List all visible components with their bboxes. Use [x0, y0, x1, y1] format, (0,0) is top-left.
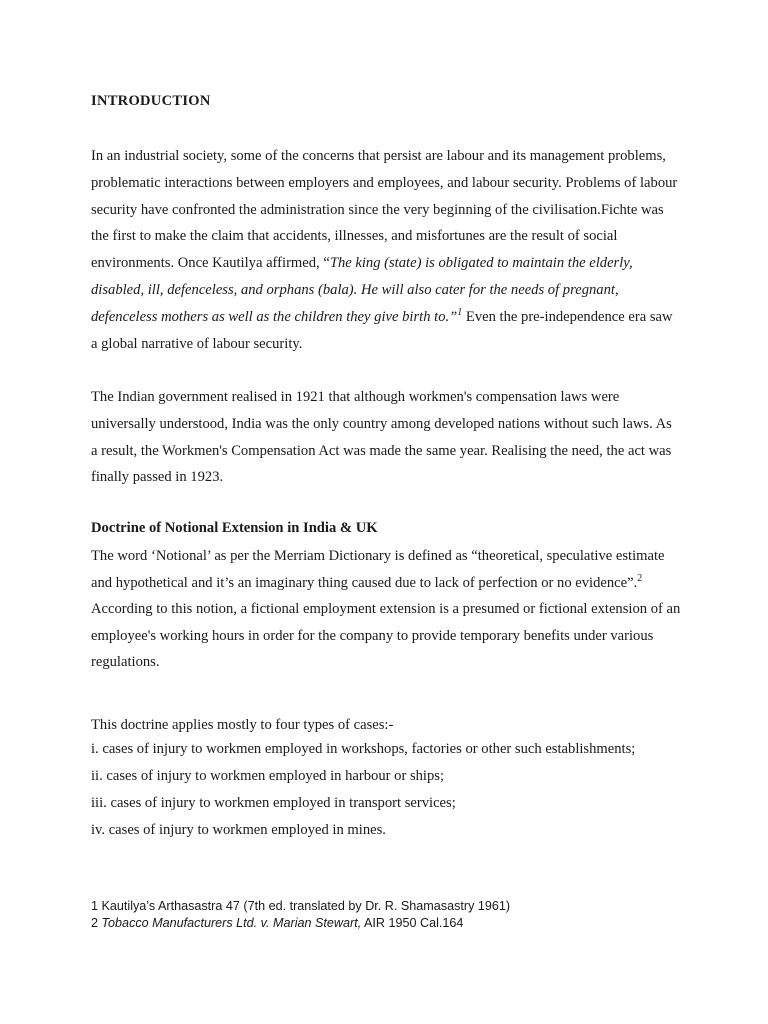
intro-paragraph-1-text: In an industrial society, some of the concerns that persist are labour and its management problems, problematic interactions between employers and employees, and labour security. Problems of labour security have confronted the administration since the very beginning of the civilisation.Fichte was the first to make the claim that accidents, illnesses, and misfortunes are the result of social environments. Once Kautilya affirmed, “ — [91, 148, 678, 272]
doctrine-paragraph-1 — [91, 543, 681, 676]
footnotes — [91, 898, 711, 932]
section-heading-doctrine: Doctrine of Notional Extension in India & UK — [91, 520, 378, 536]
footnote-1: 1 Kautilya’s Arthasastra 47 (7th ed. translated by Dr. R. Shamasastry 1961) — [91, 899, 511, 913]
intro-paragraph-1 — [91, 143, 681, 357]
kautilya-quote: The king (state) is obligated to maintain the elderly, disabled, ill, defenceless, and orphans (bala). He will also cater for the needs of pregnant, defenceless mothers as well as the children they give birth to.” — [91, 255, 633, 325]
section-heading-introduction: INTRODUCTION — [91, 93, 211, 109]
doctrine-paragraph-2: This doctrine applies mostly to four types of cases:- — [91, 717, 394, 733]
footnote-2-citation: AIR 1950 Cal.164 — [361, 916, 464, 930]
list-item: iii. cases of injury to workmen employed in transport services; — [91, 795, 456, 811]
footnote-2 — [91, 915, 711, 932]
list-item: ii. cases of injury to workmen employed in harbour or ships; — [91, 768, 445, 784]
doctrine-paragraph-1-text: The word ‘Notional’ as per the Merriam Dictionary is defined as “theoretical, speculative estimate and hypothetical and it’s an imaginary thing caused due to lack of perfection or no evidence”. — [91, 548, 665, 591]
footnote-ref-1[interactable]: 1 — [457, 306, 463, 318]
intro-paragraph-2: The Indian government realised in 1921 that although workmen's compensation laws were universally understood, India was the only country among developed nations without such laws. As a result, the Workmen's Compensation Act was made the same year. Realising the need, the act was finally passed in 1923. — [91, 389, 672, 486]
intro-paragraph-1-tail: Even the pre-independence era saw a global narrative of labour security. — [91, 308, 673, 352]
list-item: iv. cases of injury to workmen employed in mines. — [91, 822, 386, 838]
doctrine-paragraph-1-tail: According to this notion, a fictional employment extension is a presumed or fictional extension of an employee's working hours in order for the company to provide temporary benefits under various regulations. — [91, 601, 681, 671]
footnote-ref-2[interactable]: 2 — [637, 572, 643, 584]
footnote-2-number: 2 — [91, 916, 102, 930]
footnote-2-case-name: Tobacco Manufacturers Ltd. v. Marian Stewart, — [101, 916, 362, 930]
case-types-list — [91, 736, 711, 844]
list-item: i. cases of injury to workmen employed in workshops, factories or other such establishments; — [91, 741, 636, 757]
